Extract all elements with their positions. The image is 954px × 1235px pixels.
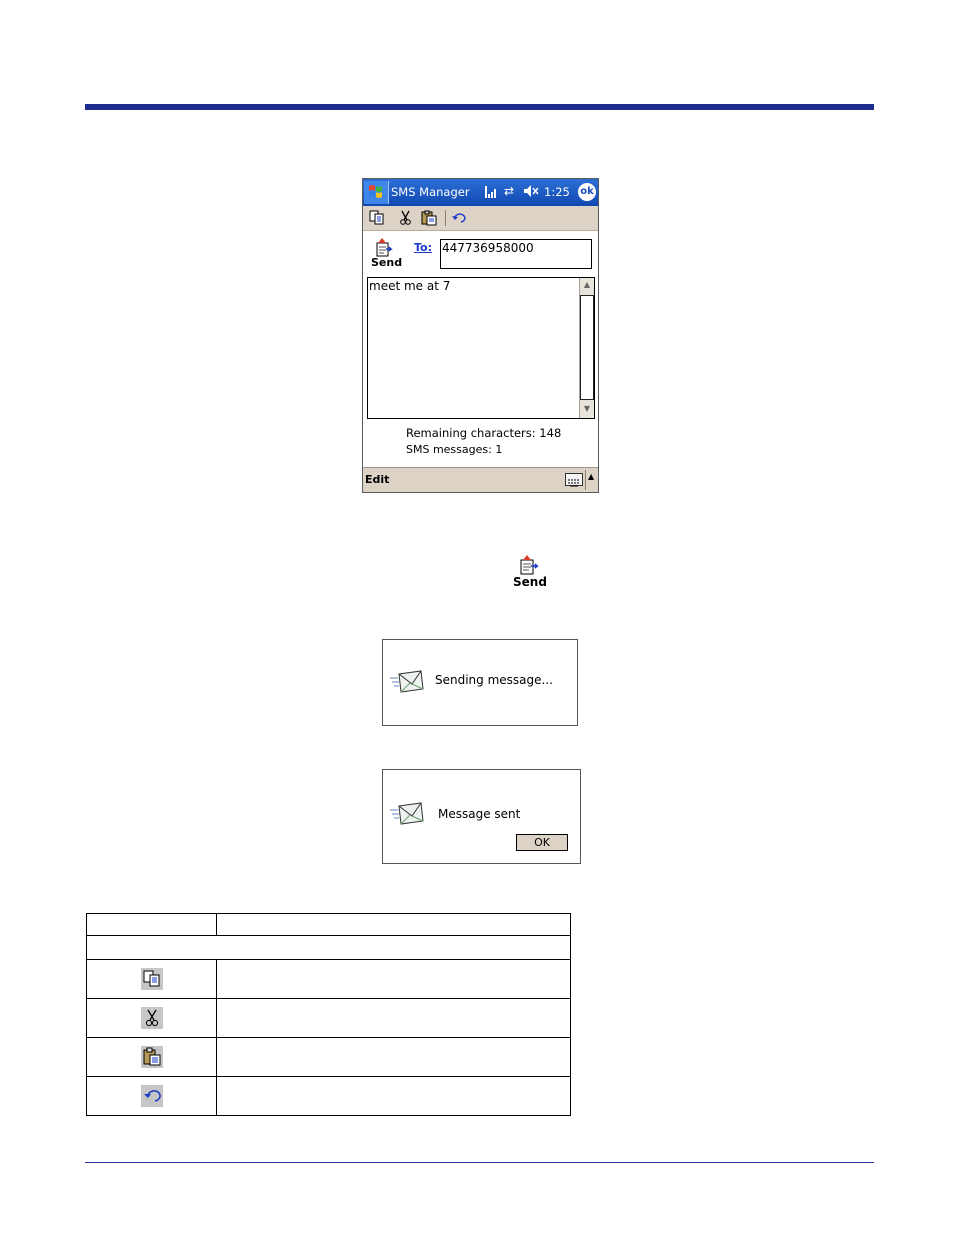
message-sent-dialog bbox=[382, 769, 581, 864]
footer-rule bbox=[85, 1162, 874, 1163]
windows-start-icon[interactable] bbox=[364, 181, 389, 204]
connectivity-icon[interactable]: ⇄ bbox=[504, 184, 515, 198]
sending-message-text: Sending message... bbox=[435, 673, 553, 687]
cut-icon[interactable] bbox=[397, 210, 414, 226]
volume-icon[interactable] bbox=[523, 184, 539, 201]
header-rule bbox=[85, 104, 874, 110]
app-title: SMS Manager bbox=[391, 185, 470, 199]
toolbar-icon-table bbox=[86, 913, 571, 1116]
sms-manager-screen bbox=[362, 178, 599, 493]
sms-message-count: SMS messages: 1 bbox=[406, 443, 503, 456]
table-header-cell bbox=[217, 914, 571, 936]
paste-icon[interactable] bbox=[421, 210, 438, 226]
remaining-characters: Remaining characters: 148 bbox=[406, 426, 562, 440]
table-row bbox=[87, 960, 571, 999]
table-section-row bbox=[87, 936, 571, 960]
input-panel-arrow-icon[interactable]: ▲ bbox=[588, 472, 595, 481]
menu-separator bbox=[585, 470, 586, 490]
scroll-thumb[interactable] bbox=[580, 295, 594, 400]
message-sent-text: Message sent bbox=[438, 807, 521, 821]
scroll-down-icon[interactable]: ▼ bbox=[583, 404, 591, 413]
title-bar bbox=[363, 179, 598, 206]
table-cell bbox=[217, 1038, 571, 1077]
signal-icon bbox=[485, 186, 498, 201]
toolbar-separator bbox=[445, 210, 446, 226]
envelope-icon bbox=[389, 666, 425, 696]
clock[interactable]: 1:25 bbox=[544, 185, 570, 199]
scroll-up-icon[interactable]: ▲ bbox=[583, 280, 591, 289]
message-textarea[interactable] bbox=[367, 277, 595, 419]
toolbar bbox=[363, 206, 598, 231]
table-row bbox=[87, 1038, 571, 1077]
envelope-icon bbox=[389, 798, 425, 828]
table-cell bbox=[217, 1077, 571, 1116]
sending-dialog bbox=[382, 639, 578, 726]
to-link[interactable]: To: bbox=[414, 241, 432, 254]
table-section-cell bbox=[87, 936, 571, 960]
keyboard-icon[interactable] bbox=[565, 473, 583, 486]
ok-button[interactable]: ok bbox=[578, 183, 596, 201]
send-icon-label: Send bbox=[513, 575, 547, 589]
table-cell bbox=[217, 999, 571, 1038]
paste-icon bbox=[141, 1046, 163, 1068]
table-row bbox=[87, 999, 571, 1038]
cut-icon bbox=[141, 1007, 163, 1029]
table-header-cell bbox=[87, 914, 217, 936]
message-text: meet me at 7 bbox=[369, 279, 451, 293]
send-button[interactable]: Send bbox=[371, 256, 403, 269]
undo-icon[interactable] bbox=[451, 210, 468, 226]
table-cell bbox=[217, 960, 571, 999]
copy-icon bbox=[141, 968, 163, 990]
menu-bar bbox=[363, 467, 598, 493]
dialog-ok-button[interactable]: OK bbox=[516, 834, 568, 851]
copy-icon[interactable] bbox=[369, 210, 386, 226]
undo-icon bbox=[141, 1085, 163, 1107]
table-header-row bbox=[87, 914, 571, 936]
edit-menu[interactable]: Edit bbox=[365, 473, 390, 486]
send-icon-large bbox=[518, 554, 540, 576]
message-scrollbar[interactable] bbox=[579, 278, 594, 418]
table-row bbox=[87, 1077, 571, 1116]
recipient-field[interactable]: 447736958000 bbox=[440, 239, 592, 269]
